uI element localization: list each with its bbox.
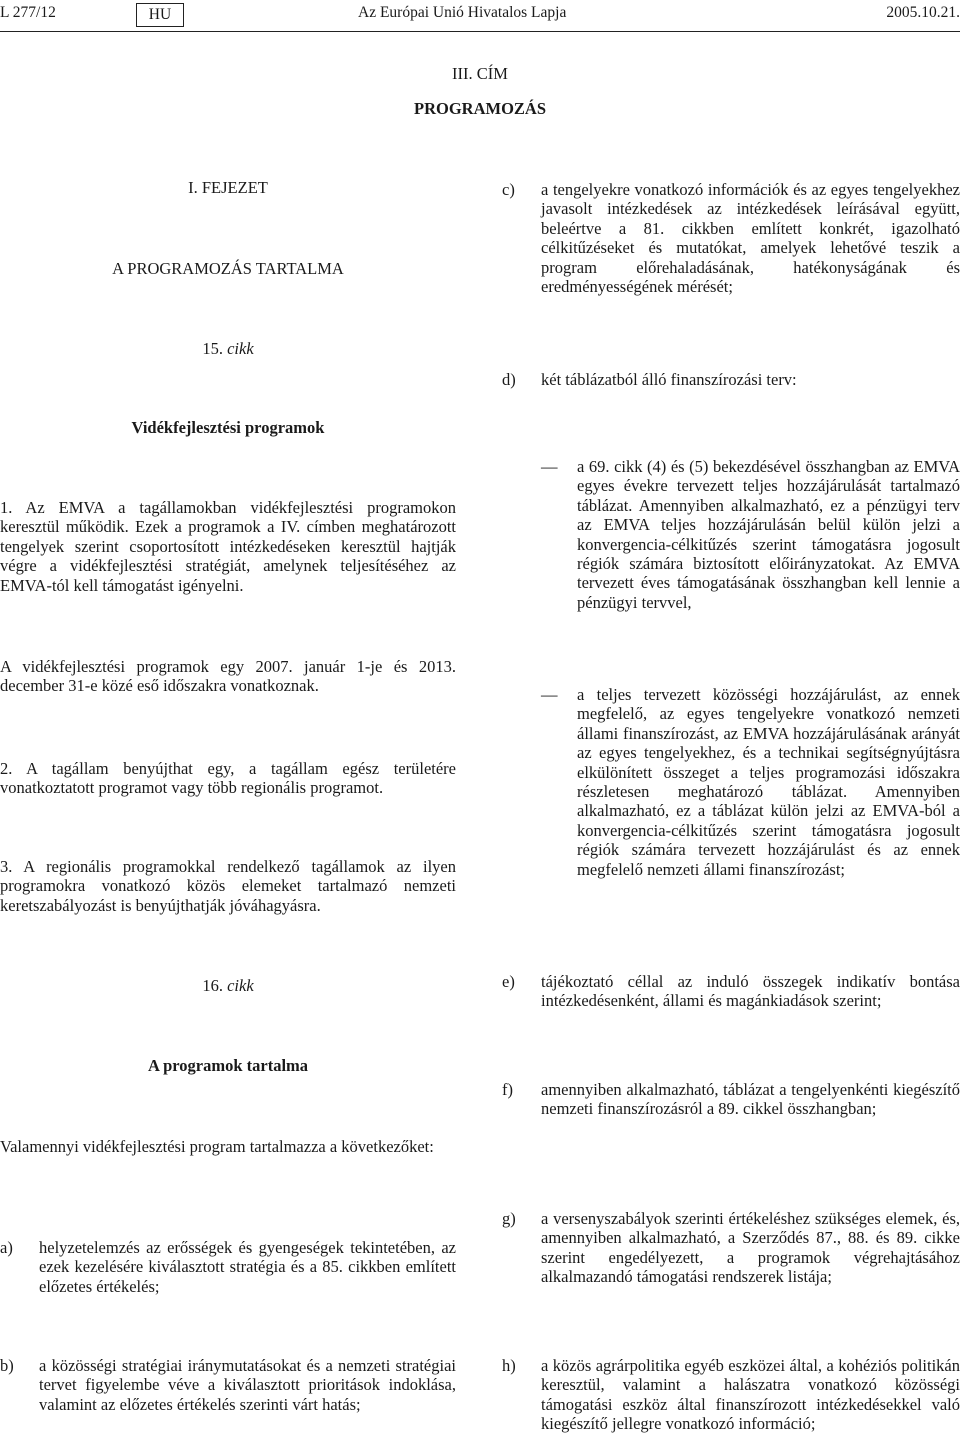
dash-marker: — [541,457,558,476]
item-label: f) [502,1080,513,1099]
item-text: a 69. cikk (4) és (5) bekezdésével összhangban az EMVA egyes évekre tervezett teljes hozzájárulását tartalmazó táblázat. Amennyiben alkalmazható, ez a pénzügyi terv az EMVA teljes hozzájárulásán belül külön jelzi a konvergencia-célkitűzés szerint támogatásra jogosult régiók számára biztosított előirányzatokat. Az EMVA tervezett éves támogatásának összhangban kell lennie a pénzügyi tervvel, [577,457,960,612]
article-15-word: cikk [227,339,254,358]
article-15-number: 15. [202,339,223,358]
paragraph-1: 1. Az EMVA a tagállamokban vidékfejlesztési programokon keresztül működik. Ezek a programok a IV. címben meghatározott tengelyek szerint csoportosított intézkedéseken keresztül hajtják végre a vidékfejlesztési stratégiát, amelynek teljesítéséhez az EMVA-tól kell támogatást igényelni. [0,498,456,595]
article-15-heading [0,339,456,359]
item-label: e) [502,972,515,991]
item-text: a közös agrárpolitika egyéb eszközei által, a kohéziós politikán keresztül, valamint a halászatra vonatkozó közösségi támogatási eszköz által finanszírozott intézkedésekkel való kiegészítő jellegre vonatkozó információ; [541,1356,960,1434]
item-text: a tengelyekre vonatkozó információk és az egyes tengelyekhez javasolt intézkedések az intézkedések leírásával együtt, beleértve a 81. cikkben említett konkrét, igazolható célkitűzéseket és mutatókat, amelyek lehetővé teszik a program előrehaladásának, hatékonyságának és eredményességének mérését; [541,180,960,297]
language-code-box: HU [136,3,184,27]
journal-title: Az Európai Unió Hivatalos Lapja [358,4,567,21]
page-reference: L 277/12 [0,4,56,21]
part-title: PROGRAMOZÁS [414,99,546,118]
part-heading: III. CÍM [452,64,508,83]
item-text: amennyiben alkalmazható, táblázat a tengelyenkénti kiegészítő nemzeti finanszírozásról a 89. cikkel összhangban; [541,1080,960,1119]
item-text: tájékoztató céllal az induló összegek indikatív bontása intézkedésenként, állami és magánkiadások szerint; [541,972,960,1011]
item-text: két táblázatból álló finanszírozási terv: [541,370,797,389]
dash-marker: — [541,685,558,704]
header-rule [0,31,960,32]
chapter-title: A PROGRAMOZÁS TARTALMA [112,259,344,278]
item-text: a közösségi stratégiai iránymutatásokat és a nemzeti stratégiai tervet figyelembe véve a kiválasztott prioritások indoklása, valamint az előzetes értékelés szerinti várt hatás; [39,1356,456,1414]
item-text: a versenyszabályok szerinti értékeléshez szükséges elemek, és, amennyiben alkalmazható, a Szerződés 87., 88. és 89. cikke szerint engedélyezett, a programok végrehajtásához alkalmazandó támogatási rendszerek listája; [541,1209,960,1287]
item-text: a teljes tervezett közösségi hozzájárulást, az ennek megfelelő, az egyes tengelyekre vonatkozó nemzeti állami finanszírozást, az EMVA hozzájárulásának arányát az egyes tengelyekhez, és a technikai segítségnyújtásra elkülönített összeget a teljes programozási időszakra részletesen meghatározó táblázat. Amennyiben alkalmazható, ez a táblázat külön jelzi az EMVA-ból a konvergencia-célkitűzés szerint támogatásra jogosult régiók számára tervezett hozzájárulást és az ennek megfelelő nemzeti állami finanszírozást; [577,685,960,879]
item-label: h) [502,1356,516,1375]
article-16-word: cikk [227,976,254,995]
article-15-title: Vidékfejlesztési programok [131,418,325,437]
chapter-heading: I. FEJEZET [188,178,268,197]
article-16-title: A programok tartalma [147,1056,309,1075]
item-label: b) [0,1356,14,1375]
item-label: d) [502,370,516,389]
article-16-intro: Valamennyi vidékfejlesztési program tartalmazza a következőket: [0,1137,434,1156]
publication-date: 2005.10.21. [886,4,960,21]
item-label: c) [502,180,515,199]
article-16-number: 16. [202,976,223,995]
paragraph-1-period: A vidékfejlesztési programok egy 2007. január 1-je és 2013. december 31-e közé eső időszakra vonatkoznak. [0,657,456,696]
article-16-heading [0,976,456,996]
item-label: a) [0,1238,13,1257]
item-label: g) [502,1209,516,1228]
paragraph-2: 2. A tagállam benyújthat egy, a tagállam egész területére vonatkoztatott programot vagy több regionális programot. [0,759,456,798]
item-text: helyzetelemzés az erősségek és gyengeségek tekintetében, az ezek kezelésére kiválasztott stratégia és a 85. cikkben említett előzetes értékelés; [39,1238,456,1296]
paragraph-3: 3. A regionális programokkal rendelkező tagállamok az ilyen programokra vonatkozó közös elemeket tartalmazó nemzeti keretszabályozást is benyújthatják jóváhagyásra. [0,857,456,915]
